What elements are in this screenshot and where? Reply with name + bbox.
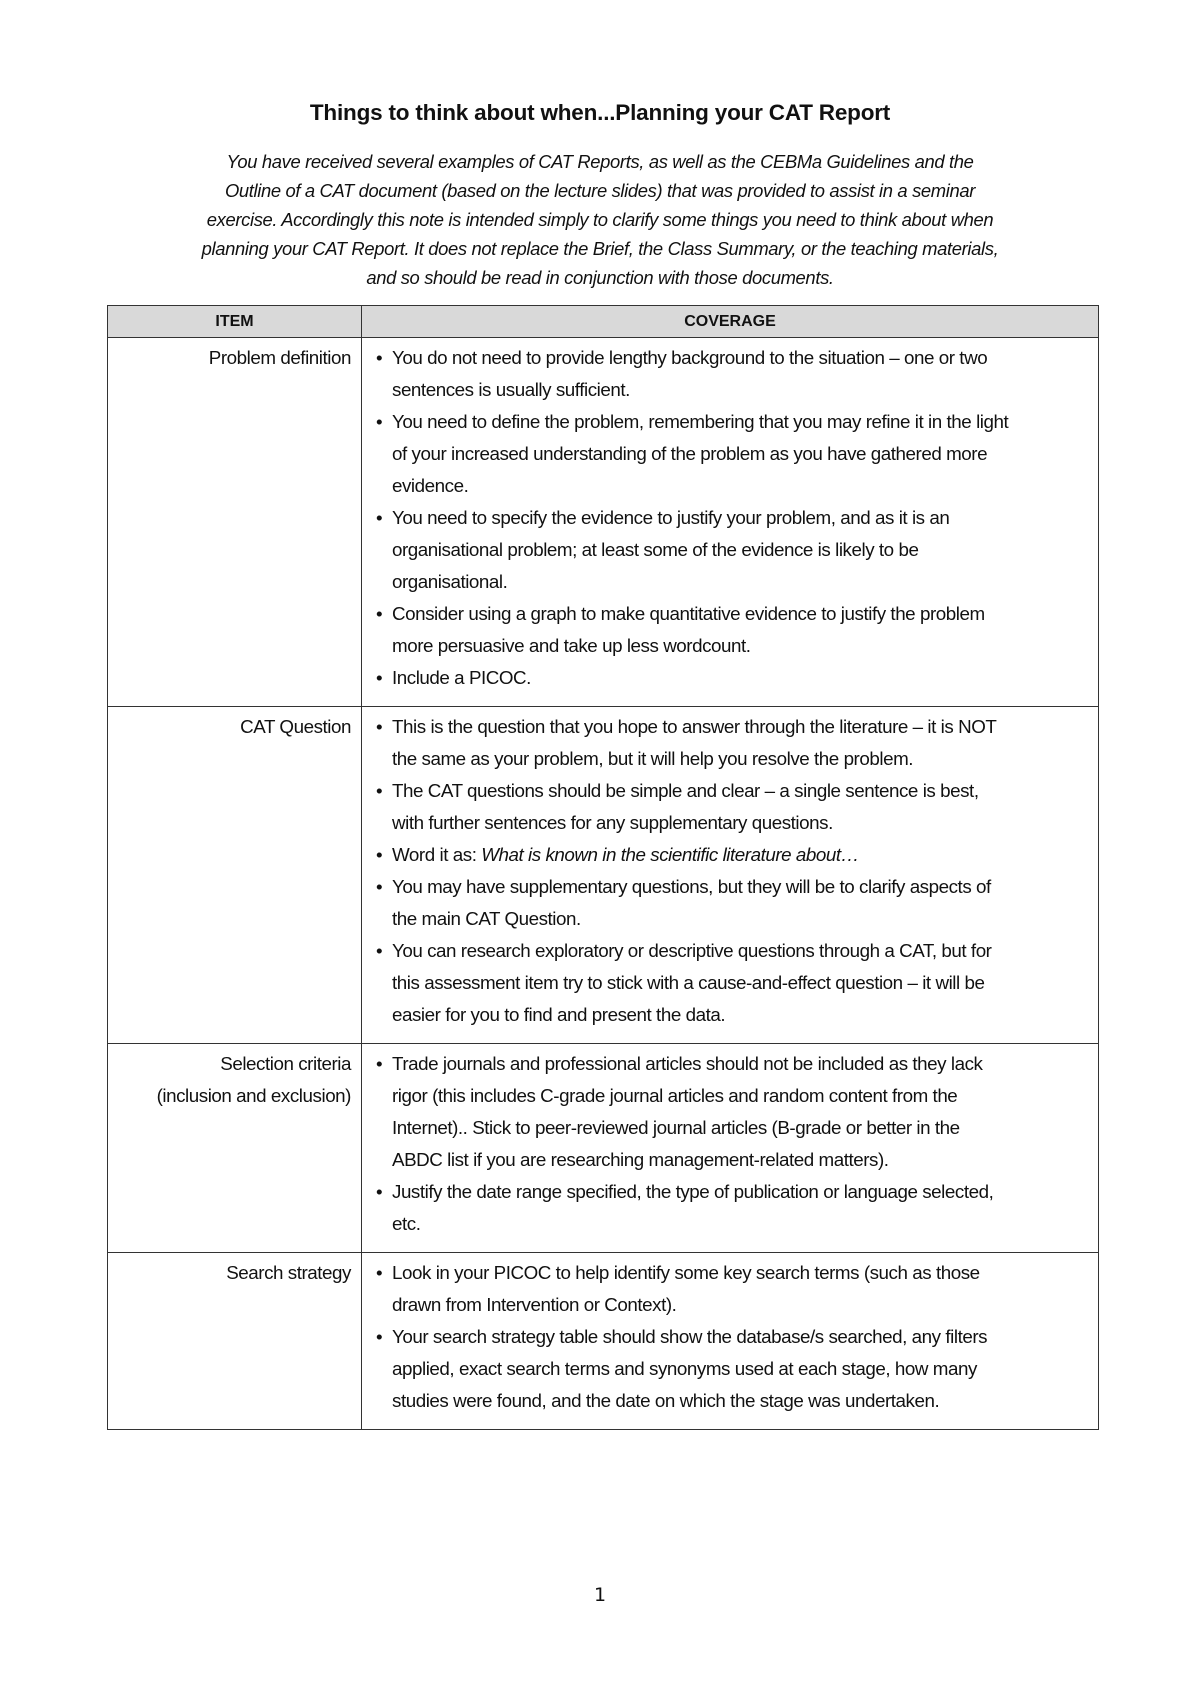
bullet-text-line: Consider using a graph to make quantitative evidence to justify the problem (392, 603, 985, 624)
bullet-text-line: The CAT questions should be simple and clear – a single sentence is best, (392, 780, 979, 801)
bullet-text-line: evidence. (392, 475, 469, 496)
bullet-text-line: organisational. (392, 571, 508, 592)
bullet-icon: • (376, 1262, 383, 1283)
coverage-list (370, 342, 1092, 694)
document-title: Things to think about when...Planning your CAT Report (309, 100, 891, 125)
bullet-icon: • (376, 876, 383, 897)
item-cell (108, 338, 362, 707)
coverage-cell (362, 707, 1099, 1044)
bullet-icon: • (376, 1326, 383, 1347)
bullet-text-line: this assessment item try to stick with a cause-and-effect question – it will be (392, 972, 985, 993)
bullet-text-line: studies were found, and the date on which the stage was undertaken. (392, 1390, 940, 1411)
table-row (108, 707, 1099, 1044)
header-coverage: COVERAGE (362, 306, 1099, 338)
bullet-text-line: You can research exploratory or descriptive questions through a CAT, but for (392, 940, 992, 961)
item-label: Search strategy (226, 1262, 351, 1283)
list-item (370, 598, 1092, 662)
list-item (370, 1048, 1092, 1176)
bullet-text-line: Internet).. Stick to peer-reviewed journal articles (B-grade or better in the (392, 1117, 960, 1138)
header-item: ITEM (108, 306, 362, 338)
bullet-text-line: Include a PICOC. (392, 667, 531, 688)
bullet-icon: • (376, 1053, 383, 1074)
intro-line: Outline of a CAT document (based on the lecture slides) that was provided to assist in a seminar (224, 180, 976, 201)
coverage-list (370, 1257, 1092, 1417)
bullet-icon: • (376, 507, 383, 528)
bullet-icon: • (376, 347, 383, 368)
page-number: 1 (593, 1584, 607, 1606)
bullet-text-line: easier for you to find and present the data. (392, 1004, 726, 1025)
intro-line: You have received several examples of CAT Reports, as well as the CEBMa Guidelines and the (226, 151, 974, 172)
coverage-list (370, 711, 1092, 1031)
list-item (370, 775, 1092, 839)
list-item (370, 1321, 1092, 1417)
bullet-icon: • (376, 1181, 383, 1202)
bullet-text-line: organisational problem; at least some of the evidence is likely to be (392, 539, 919, 560)
item-cell (108, 1253, 362, 1430)
list-item (370, 935, 1092, 1031)
coverage-cell (362, 1044, 1099, 1253)
coverage-list (370, 1048, 1092, 1240)
bullet-text-line: the same as your problem, but it will help you resolve the problem. (392, 748, 914, 769)
list-item (370, 662, 1092, 694)
bullet-text-line: with further sentences for any supplementary questions. (392, 812, 833, 833)
item-cell (108, 707, 362, 1044)
item-cell (108, 1044, 362, 1253)
bullet-text-line: of your increased understanding of the problem as you have gathered more (392, 443, 988, 464)
bullet-text-line: Justify the date range specified, the type of publication or language selected, (392, 1181, 994, 1202)
item-label: Selection criteria (220, 1053, 351, 1074)
bullet-text-line: ABDC list if you are researching management-related matters). (392, 1149, 889, 1170)
bullet-text-line: Your search strategy table should show the database/s searched, any filters (392, 1326, 988, 1347)
table-row (108, 338, 1099, 707)
bullet-text-line: etc. (392, 1213, 421, 1234)
bullet-text-line: more persuasive and take up less wordcount. (392, 635, 751, 656)
bullet-icon: • (376, 940, 383, 961)
intro-paragraph (130, 147, 1070, 292)
list-item (370, 871, 1092, 935)
list-item (370, 711, 1092, 775)
bullet-icon: • (376, 844, 383, 865)
bullet-text-line: Look in your PICOC to help identify some key search terms (such as those (392, 1262, 980, 1283)
table-row (108, 1253, 1099, 1430)
list-item (370, 1176, 1092, 1240)
bullet-text-line: This is the question that you hope to answer through the literature – it is NOT (392, 716, 997, 737)
bullet-text-line: rigor (this includes C-grade journal articles and random content from the (392, 1085, 958, 1106)
table-header-row (108, 306, 1099, 338)
list-item (370, 406, 1092, 502)
bullet-text-italic: What is known in the scientific literature about… (481, 844, 859, 865)
list-item (370, 502, 1092, 598)
bullet-icon: • (376, 603, 383, 624)
bullet-text-line: You do not need to provide lengthy background to the situation – one or two (392, 347, 988, 368)
planning-table (107, 305, 1099, 1430)
bullet-icon: • (376, 667, 383, 688)
bullet-icon: • (376, 411, 383, 432)
bullet-text-line (392, 839, 1092, 871)
list-item (370, 839, 1092, 871)
bullet-text-line: Trade journals and professional articles should not be included as they lack (392, 1053, 983, 1074)
list-item (370, 1257, 1092, 1321)
coverage-cell (362, 1253, 1099, 1430)
table-row (108, 1044, 1099, 1253)
bullet-text-prefix: Word it as: (392, 844, 482, 865)
item-label: (inclusion and exclusion) (156, 1085, 351, 1106)
bullet-icon: • (376, 716, 383, 737)
bullet-text-line: You need to specify the evidence to justify your problem, and as it is an (392, 507, 950, 528)
bullet-icon: • (376, 780, 383, 801)
intro-line: exercise. Accordingly this note is intended simply to clarify some things you need to think about when (206, 209, 994, 230)
item-label: Problem definition (208, 347, 351, 368)
bullet-text-line: You need to define the problem, remembering that you may refine it in the light (392, 411, 1009, 432)
intro-line: and so should be read in conjunction with those documents. (366, 267, 834, 288)
bullet-text-line: the main CAT Question. (392, 908, 581, 929)
bullet-text-line: drawn from Intervention or Context). (392, 1294, 677, 1315)
list-item (370, 342, 1092, 406)
coverage-cell (362, 338, 1099, 707)
intro-line: planning your CAT Report. It does not replace the Brief, the Class Summary, or the teaching materials, (201, 238, 999, 259)
bullet-text-line: sentences is usually sufficient. (392, 379, 630, 400)
bullet-text-line: You may have supplementary questions, but they will be to clarify aspects of (392, 876, 991, 897)
item-label: CAT Question (240, 716, 351, 737)
bullet-text-line: applied, exact search terms and synonyms used at each stage, how many (392, 1358, 977, 1379)
